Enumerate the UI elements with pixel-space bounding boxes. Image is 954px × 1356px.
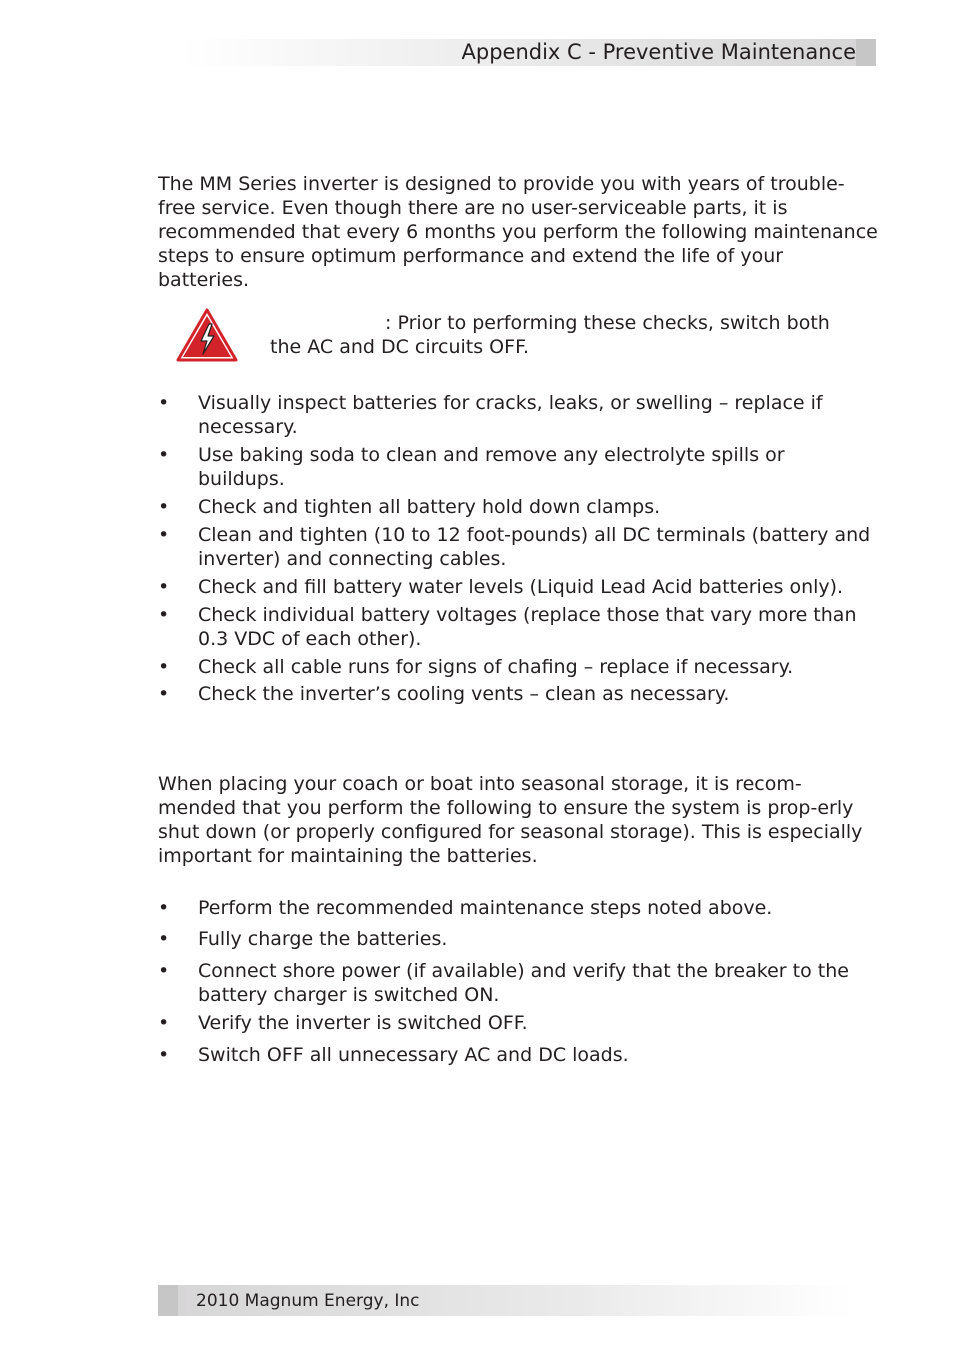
maintenance-intro: The MM Series inverter is designed to provide you with years of trouble-free service. Even though there are no user-serviceable parts, it is recommended that every 6 months you perform the following maintenance steps to ensure optimum performance and extend the life of your batteries. — [158, 173, 878, 291]
list-item: • Check the inverter’s cooling vents – clean as necessary. — [158, 682, 873, 706]
list-item: • Visually inspect batteries for cracks, leaks, or swelling – replace if necessary. — [158, 391, 873, 439]
list-item: • Check all cable runs for signs of chafing – replace if necessary. — [158, 655, 873, 679]
warning-callout — [270, 311, 880, 359]
header-bar-end — [856, 39, 876, 66]
list-item: • Switch OFF all unnecessary AC and DC loads. — [158, 1043, 873, 1067]
storage-steps-list — [158, 896, 873, 1067]
list-item: • Check and tighten all battery hold down clamps. — [158, 495, 873, 519]
list-item: • Use baking soda to clean and remove any electrolyte spills or buildups. — [158, 443, 873, 491]
warning-line-2: the AC and DC circuits OFF. — [270, 336, 529, 358]
footer-copyright: 2010 Magnum Energy, Inc — [196, 1291, 420, 1311]
list-item: • Check individual battery voltages (replace those that vary more than 0.3 VDC of each other). — [158, 603, 873, 651]
list-item: • Fully charge the batteries. — [158, 927, 873, 951]
storage-intro: When placing your coach or boat into seasonal storage, it is recom-mended that you perform the following to ensure the system is prop-erly shut down (or properly configured for seasonal storage). This is especially important for maintaining the batteries. — [158, 773, 863, 867]
list-item: • Clean and tighten (10 to 12 foot-pounds) all DC terminals (battery and inverter) and connecting cables. — [158, 523, 873, 571]
list-item: • Connect shore power (if available) and verify that the breaker to the battery charger is switched ON. — [158, 959, 873, 1007]
maintenance-steps-list — [158, 391, 873, 706]
list-item: • Check and fill battery water levels (Liquid Lead Acid batteries only). — [158, 575, 873, 599]
warning-line-1: : Prior to performing these checks, switch both — [385, 312, 830, 334]
page-header-title: Appendix C - Preventive Maintenance — [461, 40, 856, 64]
list-item: • Perform the recommended maintenance steps noted above. — [158, 896, 873, 920]
list-item: • Verify the inverter is switched OFF. — [158, 1011, 873, 1035]
electrical-hazard-icon — [176, 308, 238, 362]
footer-bar-start — [158, 1285, 178, 1316]
